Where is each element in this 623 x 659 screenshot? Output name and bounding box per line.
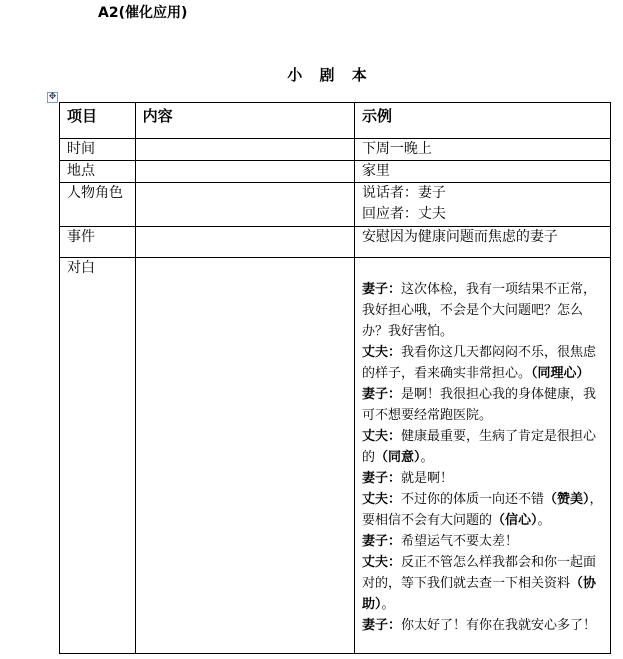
example-time: 下周一晚上	[354, 139, 610, 161]
table-row-dialogue	[60, 258, 611, 654]
table-row-roles	[60, 183, 611, 227]
dialogue-line: 妻子：就是啊！	[361, 471, 453, 486]
content-cell-roles[interactable]	[135, 183, 354, 227]
table-header-row	[60, 103, 611, 139]
content-cell-place[interactable]	[135, 161, 354, 183]
content-cell-dialogue[interactable]	[135, 258, 354, 654]
row-label-dialogue: 对白	[60, 258, 136, 654]
table-row-place	[60, 161, 611, 183]
table-row-event	[60, 227, 611, 258]
dialogue-line: 丈夫：反正不管怎么样我都会和你一起面对的，等下我们就去查一下相关资料（协助）。	[361, 555, 596, 612]
example-dialogue	[354, 258, 610, 654]
example-event: 安慰因为健康问题而焦虑的妻子	[354, 227, 610, 258]
dialogue-line: 妻子：这次体检，我有一项结果不正常，我好担心哦，不会是个大问题吧？怎么办？我好害怕。	[361, 282, 596, 339]
dialogue-line: 妻子：你太好了！有你在我就安心多了！	[361, 618, 596, 633]
dialogue-line: 妻子：是啊！我很担心我的身体健康，我可不想要经常跑医院。	[361, 387, 596, 423]
row-label-event: 事件	[60, 227, 136, 258]
dialogue-line: 妻子：希望运气不要太差！	[361, 534, 518, 549]
dialogue-line: 丈夫：健康最重要，生病了肯定是很担心的（同意）。	[361, 429, 596, 465]
row-label-place: 地点	[60, 161, 136, 183]
content-cell-event[interactable]	[135, 227, 354, 258]
header-content: 内容	[135, 103, 354, 139]
example-speaker: 说话者：妻子	[361, 185, 446, 201]
script-title: 小 剧 本	[287, 66, 373, 84]
example-place: 家里	[354, 161, 610, 183]
row-label-roles: 人物角色	[60, 183, 136, 227]
row-label-time: 时间	[60, 139, 136, 161]
dialogue-line: 丈夫：我看你这几天都闷闷不乐，很焦虑的样子，看来确实非常担心。（同理心）	[361, 345, 596, 381]
document-heading: A2(催化应用)	[98, 5, 188, 21]
content-cell-time[interactable]	[135, 139, 354, 161]
dialogue-line: 丈夫：不过你的体质一向还不错（赞美），要相信不会有大问题的（信心）。	[361, 492, 603, 528]
example-roles	[354, 183, 610, 227]
header-item: 项目	[60, 103, 136, 139]
table-move-handle-icon[interactable]: ✥	[48, 92, 57, 102]
header-example: 示例	[354, 103, 610, 139]
script-table	[59, 102, 611, 654]
example-responder: 回应者：丈夫	[361, 206, 446, 222]
table-row-time	[60, 139, 611, 161]
